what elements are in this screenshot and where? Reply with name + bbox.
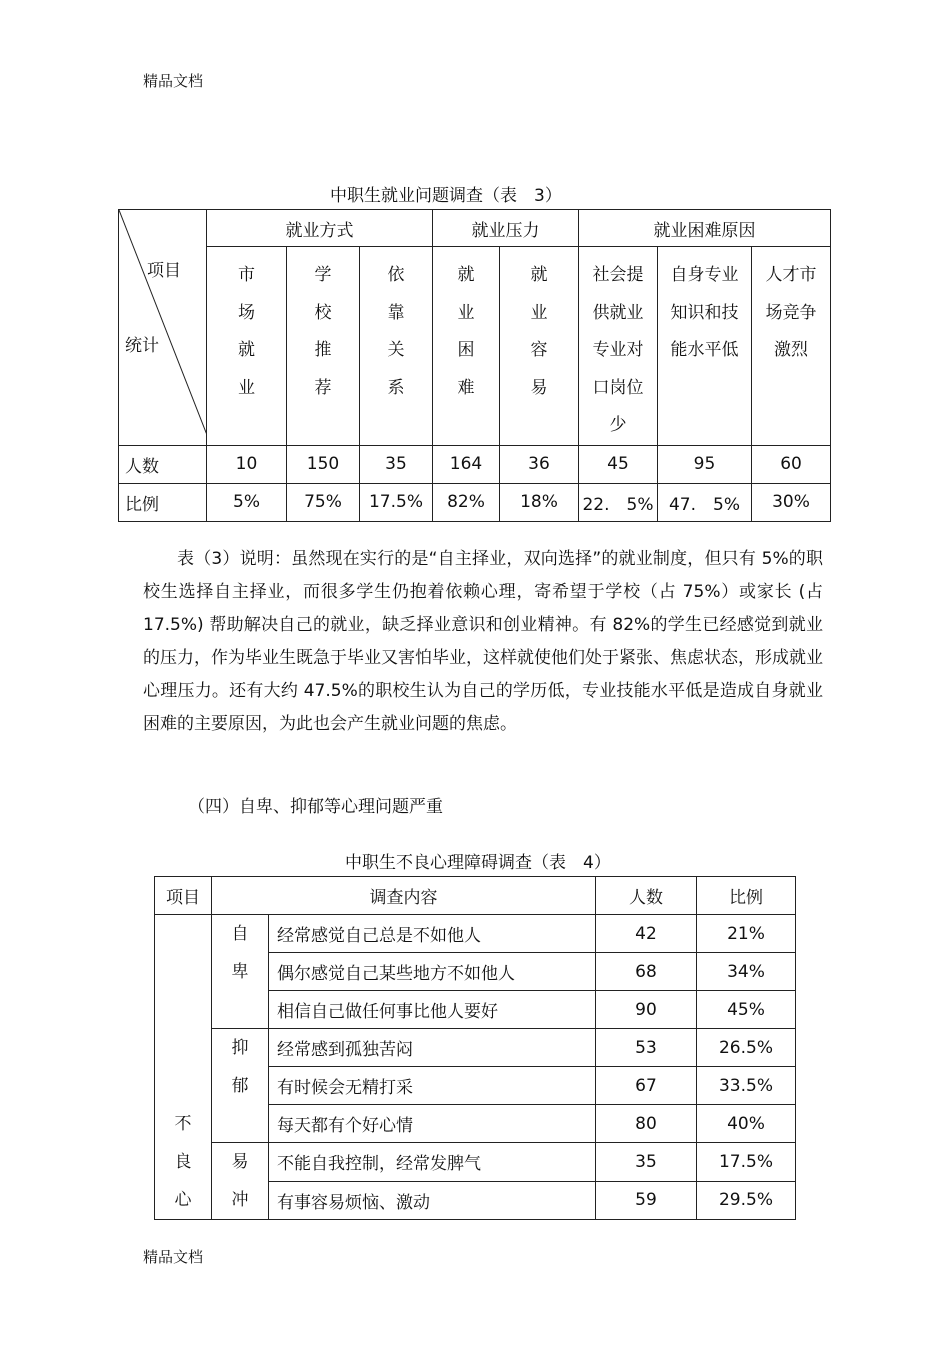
table-cell: 95 xyxy=(658,445,752,483)
content-cell: 有时候会无精打采 xyxy=(269,1067,596,1105)
paragraph-text: 表（3）说明：虽然现在实行的是“自主择业，双向选择”的就业制度，但只有 5%的职校生选择自主择业，而很多学生仍抱着依赖心理，寄希望于学校（占 75%）或家长 (占 17.5%) 帮助解决自己的就业，缺乏择业意识和创业精神。有 82%的学生已经感觉到就业的压力，作为毕业生既急于毕业又害怕毕业，这样就使他们处于紧张、焦虑状态，形成就业心理压力。还有大约 47.5%的职校生认为自己的学历低，专业技能水平低是造成自身就业困难的主要原因，为此也会产生就业问题的焦虑。 xyxy=(143,549,823,734)
column-header: 就 业 容 易 xyxy=(500,247,579,446)
diagonal-line xyxy=(119,210,207,435)
ratio-cell: 26.5% xyxy=(697,1029,796,1067)
column-header: 人才市 场竞争 激烈 xyxy=(752,247,831,446)
header-ratio: 比例 xyxy=(697,877,796,915)
table-row xyxy=(155,1029,796,1067)
ratio-cell: 45% xyxy=(697,991,796,1029)
ratio-cell: 33.5% xyxy=(697,1067,796,1105)
table-row xyxy=(155,915,796,953)
content-cell: 每天都有个好心情 xyxy=(269,1105,596,1143)
category-cell: 自 卑 xyxy=(212,915,269,1029)
content-cell: 相信自己做任何事比他人要好 xyxy=(269,991,596,1029)
page-header-label: 精品文档 xyxy=(143,72,204,90)
row-label: 比例 xyxy=(119,483,207,521)
table-row xyxy=(119,483,831,521)
table-cell: 10 xyxy=(207,445,287,483)
content-cell: 有事容易烦恼、激动 xyxy=(269,1181,596,1220)
table-header-row xyxy=(155,877,796,915)
row-label: 人数 xyxy=(119,445,207,483)
count-cell: 59 xyxy=(596,1181,697,1220)
category-cell: 抑 郁 xyxy=(212,1029,269,1143)
table3-caption: 中职生就业问题调查（表 3） xyxy=(330,186,562,206)
employment-survey-table xyxy=(118,209,831,522)
content-cell: 偶尔感觉自己某些地方不如他人 xyxy=(269,953,596,991)
table-cell: 82% xyxy=(433,483,500,521)
content-cell: 不能自我控制，经常发脾气 xyxy=(269,1143,596,1182)
column-header: 自身专业 知识和技 能水平低 xyxy=(658,247,752,446)
group-header: 就业困难原因 xyxy=(579,210,831,247)
ratio-cell: 17.5% xyxy=(697,1143,796,1182)
header-count: 人数 xyxy=(596,877,697,915)
table-cell: 150 xyxy=(287,445,360,483)
corner-stat-label: 统计 xyxy=(125,336,159,356)
table-cell: 75% xyxy=(287,483,360,521)
column-header: 社会提 供就业 专业对 口岗位 少 xyxy=(579,247,658,446)
page-footer-label: 精品文档 xyxy=(143,1248,204,1266)
table-row xyxy=(119,445,831,483)
table-cell: 36 xyxy=(500,445,579,483)
header-content: 调查内容 xyxy=(212,877,596,915)
count-cell: 80 xyxy=(596,1105,697,1143)
ratio-cell: 29.5% xyxy=(697,1181,796,1220)
count-cell: 35 xyxy=(596,1143,697,1182)
table-cell: 47. 5% xyxy=(658,483,752,521)
table-cell: 35 xyxy=(360,445,433,483)
ratio-cell: 21% xyxy=(697,915,796,953)
count-cell: 42 xyxy=(596,915,697,953)
header-item: 项目 xyxy=(155,877,212,915)
table-cell: 30% xyxy=(752,483,831,521)
column-header: 依 靠 关 系 xyxy=(360,247,433,446)
count-cell: 68 xyxy=(596,953,697,991)
big-category-cell: 不 良 心 xyxy=(155,915,212,1220)
group-header: 就业压力 xyxy=(433,210,579,247)
table-row xyxy=(155,1143,796,1182)
diagonal-header-cell xyxy=(119,210,207,446)
table-cell: 60 xyxy=(752,445,831,483)
count-cell: 67 xyxy=(596,1067,697,1105)
column-header: 市 场 就 业 xyxy=(207,247,287,446)
table-cell: 18% xyxy=(500,483,579,521)
column-header: 学 校 推 荐 xyxy=(287,247,360,446)
section-heading: （四）自卑、抑郁等心理问题严重 xyxy=(188,797,443,817)
content-cell: 经常感觉自己总是不如他人 xyxy=(269,915,596,953)
table-cell: 17.5% xyxy=(360,483,433,521)
explanation-paragraph xyxy=(143,543,823,741)
corner-item-label: 项目 xyxy=(147,261,181,281)
table-cell: 22. 5% xyxy=(579,483,658,521)
ratio-cell: 34% xyxy=(697,953,796,991)
count-cell: 53 xyxy=(596,1029,697,1067)
content-cell: 经常感到孤独苦闷 xyxy=(269,1029,596,1067)
table-cell: 5% xyxy=(207,483,287,521)
table-cell: 45 xyxy=(579,445,658,483)
column-header: 就 业 困 难 xyxy=(433,247,500,446)
table-cell: 164 xyxy=(433,445,500,483)
ratio-cell: 40% xyxy=(697,1105,796,1143)
group-header: 就业方式 xyxy=(207,210,433,247)
psychology-survey-table xyxy=(154,876,796,1220)
category-cell: 易 冲 xyxy=(212,1143,269,1220)
table4-caption: 中职生不良心理障碍调查（表 4） xyxy=(345,853,611,873)
count-cell: 90 xyxy=(596,991,697,1029)
